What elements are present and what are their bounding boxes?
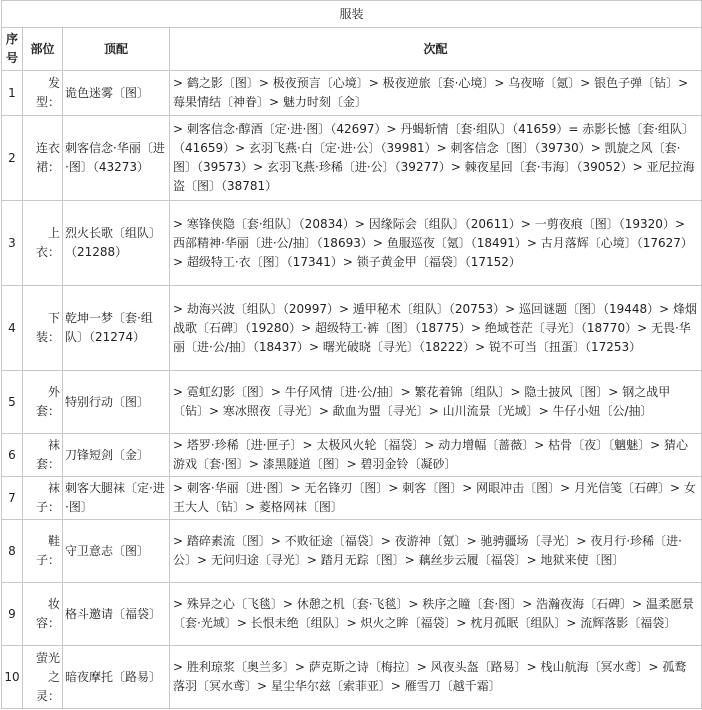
row-sub: > 霓虹幻影〔图〕> 牛仔风情〔进·公/抽〕> 繁花着锦〔组队〕> 隐士披风〔图〕> 钢之战甲〔钻〕> 寒冰照夜〔寻光〕> 歃血为盟〔寻光〕> 山川流景〔光域〕> 牛仔小妞〔公/抽〕 (170, 371, 702, 434)
table-row (2, 116, 702, 201)
row-top: 刺客大腿袜〔定·进·图〕 (63, 477, 170, 520)
row-top: 刺客信念·华丽〔进·图〕（43273） (63, 116, 170, 201)
row-num: 8 (2, 520, 23, 583)
row-num: 6 (2, 434, 23, 477)
row-num: 10 (2, 646, 23, 709)
row-top: 格斗邀请〔福袋〕 (63, 583, 170, 646)
table-row (2, 434, 702, 477)
row-num: 4 (2, 286, 23, 371)
row-top: 刀锋短剑〔金〕 (63, 434, 170, 477)
header-num: 序号 (2, 28, 23, 71)
outfit-table (1, 0, 702, 709)
header-sub: 次配 (170, 28, 702, 71)
row-sub: > 胜利琼浆〔奥兰多〕> 萨克斯之诗〔梅拉〕> 风夜头盔〔路易〕> 栈山航海〔冥水鸢〕> 孤鹜落羽〔冥水鸢〕> 星尘华尔兹〔索菲亚〕> 雁雪刀〔越千霜〕 (170, 646, 702, 709)
table-row (2, 477, 702, 520)
table-row (2, 646, 702, 709)
row-sub: > 殊异之心〔飞毯〕> 休憩之机〔套·飞毯〕> 秩序之瞳〔套·图〕> 浩瀚夜海〔石碑〕> 温柔愿景〔套·光域〕> 长恨未绝〔组队〕> 炽火之眸〔福袋〕> 枕月孤眠〔组队〕> 流辉落影〔福袋〕 (170, 583, 702, 646)
table-row (2, 286, 702, 371)
row-num: 7 (2, 477, 23, 520)
row-part: 上衣： (23, 201, 63, 286)
row-part: 妆容： (23, 583, 63, 646)
row-num: 9 (2, 583, 23, 646)
row-top: 乾坤一梦〔套·组队〕（21274） (63, 286, 170, 371)
row-top: 守卫意志〔图〕 (63, 520, 170, 583)
row-part: 萤光之灵： (23, 646, 63, 709)
row-top: 特别行动〔图〕 (63, 371, 170, 434)
row-part: 袜套： (23, 434, 63, 477)
row-num: 1 (2, 71, 23, 116)
table-title: 服装 (2, 1, 702, 28)
row-num: 2 (2, 116, 23, 201)
row-part: 外套： (23, 371, 63, 434)
row-sub: > 刺客信念·醇酒〔定·进·图〕（42697）> 丹蝎斩情〔套·组队〕（41659）= 赤影长憾〔套·组队〕（41659）> 玄羽飞燕·白〔定·进·公〕（39981）> 刺客信念〔图〕（39730）> 凯旋之风〔套·图〕（39573）> 玄羽飞燕·珍稀〔进·公〕（39277）> 棘夜星回〔套·韦海〕（39052）> 亚尼拉海盗〔图〕（38781） (170, 116, 702, 201)
row-part: 鞋子： (23, 520, 63, 583)
row-top: 诡色迷雾〔图〕 (63, 71, 170, 116)
row-part: 连衣裙： (23, 116, 63, 201)
table-row (2, 71, 702, 116)
row-sub: > 踏碎素流〔图〕> 不败征途〔福袋〕> 夜游神〔氪〕> 驰骋疆场〔寻光〕> 夜月行·珍稀〔进·公〕> 无问归途〔寻光〕> 踏月无踪〔图〕> 藕丝步云履〔福袋〕> 地狱来使〔图〕 (170, 520, 702, 583)
row-part: 袜子： (23, 477, 63, 520)
table-row (2, 371, 702, 434)
header-top: 顶配 (63, 28, 170, 71)
row-sub: > 寒锋侠隐〔套·组队〕（20834）> 因缘际会〔组队〕（20611）> 一剪夜痕〔图〕（19320）> 西部精神·华丽〔进·公/抽〕（18693）> 鱼服巡夜〔氪〕（18491）> 古月落辉〔心境〕（17627）> 超级特工·衣〔图〕（17341）> 锁子黄金甲〔福袋〕（17152） (170, 201, 702, 286)
row-sub: > 刺客·华丽〔进·图〕> 无名锋刃〔图〕> 刺客〔图〕> 网眼冲击〔图〕> 月光信笺〔石碑〕> 女王大人〔钻〕> 菱格网袜〔图〕 (170, 477, 702, 520)
table-row (2, 520, 702, 583)
table-row (2, 583, 702, 646)
row-sub: > 鹤之影〔图〕> 极夜预言〔心境〕> 极夜逆旅〔套·心境〕> 乌夜啼〔氪〕> 银色子弹〔钻〕> 莓果情结〔神眷〕> 魅力时刻〔金〕 (170, 71, 702, 116)
table-row (2, 201, 702, 286)
row-num: 3 (2, 201, 23, 286)
row-part: 发型： (23, 71, 63, 116)
row-sub: > 劫海兴波〔组队〕（20997）> 遁甲秘术〔组队〕（20753）> 巡回谜题〔图〕（19448）> 烽烟战歌〔石碑〕（19280）> 超级特工·裤〔图〕（18775）> 绝域苍茫〔寻光〕（18770）> 无畏·华丽〔进·公/抽〕（18437）> 曙光破晓〔寻光〕（18222）> 锐不可当〔扭蛋〕（17253） (170, 286, 702, 371)
row-top: 暗夜摩托〔路易〕 (63, 646, 170, 709)
row-top: 烈火长歌〔组队〕（21288） (63, 201, 170, 286)
row-num: 5 (2, 371, 23, 434)
row-sub: > 塔罗·珍稀〔进·匣子〕> 太极风火轮〔福袋〕> 动力增幅〔蔷薇〕> 枯骨〔夜〕〔魑魅〕> 猜心游戏〔套·图〕> 漆黑隧道〔图〕> 碧羽金铃〔凝砂〕 (170, 434, 702, 477)
row-part: 下装： (23, 286, 63, 371)
header-part: 部位 (23, 28, 63, 71)
